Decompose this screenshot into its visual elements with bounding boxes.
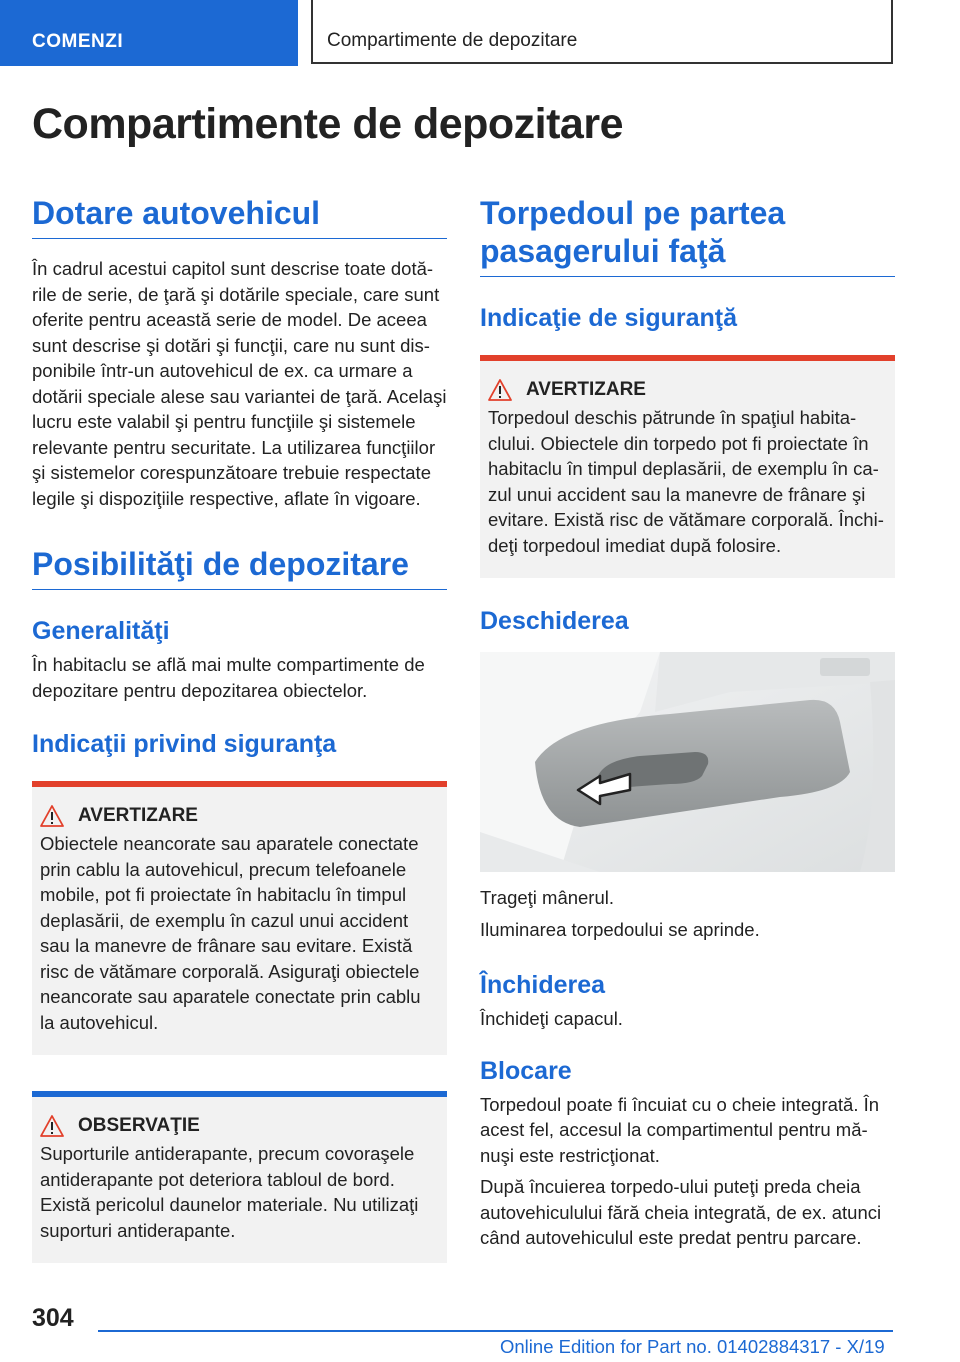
text-dotare: În cadrul acestui capitol sunt descrise toate dotările de serie, de ţară şi dotările speciale, care sunt oferite pentru această serie de model. De aceea sunt descrise şi dotări şi funcţii, care nu sunt disponibile într-un autovehicul de ex. ca urmare a dotării speciale alese sau variantei de ţară. Acelaşi lucru este valabil şi pentru funcţiile şi sistemele relevante pentru securitate. La utilizarea funcţiilor şi sistemelor corespunzătoare trebuie respectate legile şi dispoziţiile respective, aflate în vigoare. <box>32 258 447 509</box>
text-generalitati: În habitaclu se află mai multe compartimente de depozitare pentru depozitarea obiectelor. <box>32 654 425 701</box>
page-number: 304 <box>32 1304 74 1332</box>
heading-generalitati: Generalităţi <box>32 617 170 645</box>
right-column <box>480 194 895 1251</box>
warning-title-right <box>488 379 887 401</box>
heading-indicatie: Indicaţie de siguranţă <box>480 304 738 332</box>
warning-title-label: AVERTIZARE <box>78 805 198 826</box>
text-deschiderea-2: Iluminarea torpedoului se aprinde. <box>480 918 760 940</box>
text-inchiderea: Închideţi capacul. <box>480 1008 623 1029</box>
warning-title <box>40 805 439 827</box>
warning-title-right-label: AVERTIZARE <box>526 379 646 400</box>
warning-triangle-icon <box>40 805 64 827</box>
heading-inchiderea: Închiderea <box>480 971 606 999</box>
heading-deschiderea: Deschiderea <box>480 607 629 635</box>
note-box <box>32 1091 447 1263</box>
footer-divider <box>98 1330 893 1332</box>
warning-triangle-icon <box>488 379 512 401</box>
note-title <box>40 1115 439 1137</box>
text-blocare-2: După încuierea torpedo-ului puteţi preda cheia autovehiculului fără cheia integrată, de ex. atunci când autovehiculul este predat pentru parcare. <box>480 1176 882 1248</box>
warning-box <box>32 781 447 1055</box>
glovebox-photo <box>480 652 895 872</box>
note-title-label: OBSERVAŢIE <box>78 1115 200 1136</box>
warning-text-right: Torpedoul deschis pătrunde în spaţiul habitaclului. Obiectele din torpedo pot fi proiectate în habitaclu în timpul deplasării, de exemplu în cazul unui accident sau la manevre de frânare şi evitare. Există risc de vătămare corporală. Închideţi torpedoul imediat după folosire. <box>488 407 884 556</box>
page-title: Compartimente de depozitare <box>32 100 623 148</box>
header-section-label: COMENZI <box>32 31 124 52</box>
heading-blocare: Blocare <box>480 1056 572 1085</box>
header-chapter-label: Compartimente de depozitare <box>327 30 578 51</box>
warning-text: Obiectele neancorate sau aparatele conectate prin cablu la autovehicul, precum telefoanele mobile, pot fi proiectate în habitaclu în timpul deplasării, de exemplu în cazul unui accident sau la manevre de frânare sau evitare. Există risc de vătămare corporală. Asiguraţi obiectele neancorate sau aparatele conectate prin cablu la autovehicul. <box>40 833 421 1033</box>
text-blocare-1: Torpedoul poate fi încuiat cu o cheie integrată. În acest fel, accesul la compartimentul pentru mănuşi este restricţionat. <box>480 1093 880 1166</box>
warning-triangle-icon <box>40 1115 64 1137</box>
heading-dotare: Dotare autovehicul <box>32 194 447 239</box>
heading-torpedou: Torpedoul pe partea pasagerului faţă <box>480 194 895 277</box>
warning-box-right <box>480 355 895 578</box>
heading-indicatii: Indicaţii privind siguranţa <box>32 730 337 758</box>
header-chapter-tab <box>311 0 893 64</box>
note-text: Suporturile antiderapante, precum covoraşele antiderapante pot deteriora tabloul de bord. Există pericolul daunelor materiale. Nu utilizaţi suporturi antiderapante. <box>40 1143 419 1241</box>
heading-posibilitati: Posibilităţi de depozitare <box>32 545 447 590</box>
text-deschiderea-1: Trageţi mânerul. <box>480 887 615 908</box>
header-section-tab <box>0 0 298 66</box>
left-column <box>32 194 447 1263</box>
glovebox-illustration <box>480 652 895 872</box>
footer-edition: Online Edition for Part no. 01402884317 - X/19 <box>500 1336 885 1357</box>
